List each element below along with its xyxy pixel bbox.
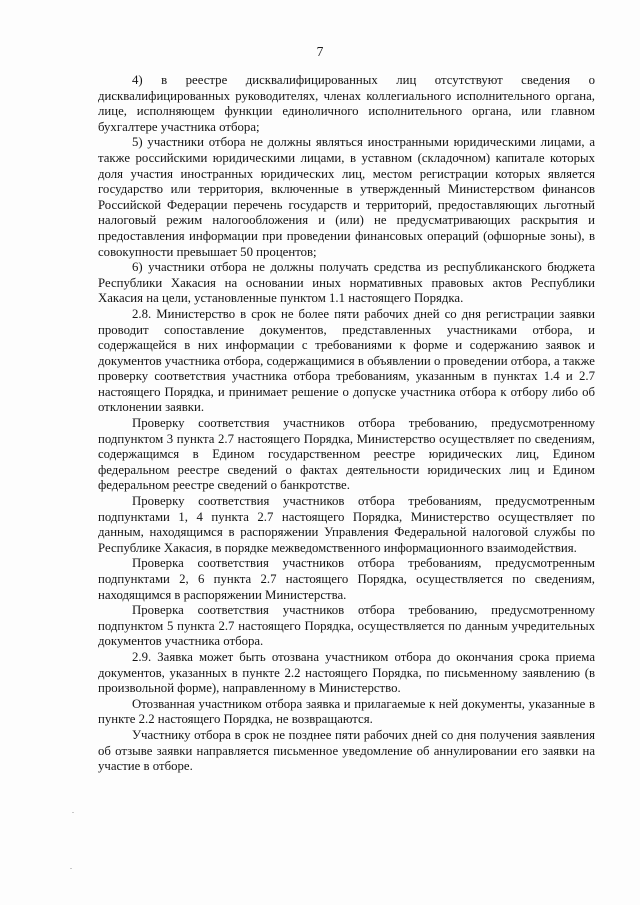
- page-number: 7: [316, 44, 324, 59]
- paragraph-subitem-5: 5) участники отбора не должны являться иностранными юридическими лицами, а также российскими юридическими лицами, в уставном (складочном) капитале которых доля участия иностранных юридических лиц, местом регистрации которых является государство или территория, включенные в утвержденный Министерством финансов Российской Федерации перечень государств и территорий, предоставляющих льготный налоговый режим налогообложения и (или) не предусматривающих раскрытия и предоставления информации при проведении финансовых операций (офшорные зоны), в совокупности превышает 50 процентов;: [98, 135, 595, 259]
- paragraph-2-9: 2.9. Заявка может быть отозвана участником отбора до окончания срока приема документов, указанных в пункте 2.2 настоящего Порядка, по письменному заявлению (в произвольной форме), направленному в Министерство.: [98, 649, 595, 696]
- paragraph-subitem-4: 4) в реестре дисквалифицированных лиц отсутствуют сведения о дисквалифицированных руководителях, членах коллегиального исполнительного органа, лице, исполняющем функции единоличного исполнительного органа, или главном бухгалтере участника отбора;: [98, 73, 595, 134]
- paragraph-check-subitem-3: Проверку соответствия участников отбора требованию, предусмотренному подпунктом 3 пункта 2.7 настоящего Порядка, Министерство осуществляет по сведениям, содержащимся в Едином государственном реестре юридических лиц, Едином федеральном реестре сведений о фактах деятельности юридических лиц и Едином федеральном реестре сведений о банкротстве.: [98, 416, 595, 493]
- scan-speck: [70, 868, 72, 869]
- paragraph-withdrawal-notice: Участнику отбора в срок не позднее пяти рабочих дней со дня получения заявления об отзыве заявки направляется письменное уведомление об аннулировании его заявки на участие в отборе.: [98, 727, 595, 774]
- scan-speck: [72, 812, 74, 813]
- paragraph-subitem-6: 6) участники отбора не должны получать средства из республиканского бюджета Республики Хакасия на основании иных нормативных правовых актов Республики Хакасия на цели, установленные пунктом 1.1 настоящего Порядка.: [98, 260, 595, 306]
- paragraph-check-subitems-1-4: Проверку соответствия участников отбора требованиям, предусмотренным подпунктами 1, 4 пункта 2.7 настоящего Порядка, Министерство осуществляет по данным, находящимся в распоряжении Управления Федеральной налоговой службы по Республике Хакасия, в порядке межведомственного информационного взаимодействия.: [98, 494, 595, 555]
- paragraph-withdrawn-application: Отозванная участником отбора заявка и прилагаемые к ней документы, указанные в пункте 2.2 настоящего Порядка, не возвращаются.: [98, 696, 595, 727]
- paragraph-check-subitems-2-6: Проверка соответствия участников отбора требованиям, предусмотренным подпунктами 2, 6 пункта 2.7 настоящего Порядка, осуществляется по сведениям, находящимся в распоряжении Министерства.: [98, 556, 595, 602]
- document-body: [98, 73, 595, 775]
- paragraph-2-8: 2.8. Министерство в срок не более пяти рабочих дней со дня регистрации заявки проводит сопоставление документов, представленных участниками отбора, и содержащейся в них информации с требованиями к форме и содержанию заявок и документов участника отбора, содержащимися в объявлении о проведении отбора, а также проверку соответствия участника отбора требованиям, указанным в пунктах 1.4 и 2.7 настоящего Порядка, и принимает решение о допуске участника отбора к отбору либо об отклонении заявки.: [98, 306, 595, 415]
- paragraph-check-subitem-5: Проверка соответствия участников отбора требованию, предусмотренному подпунктом 5 пункта 2.7 настоящего Порядка, осуществляется по данным учредительных документов участника отбора.: [98, 603, 595, 649]
